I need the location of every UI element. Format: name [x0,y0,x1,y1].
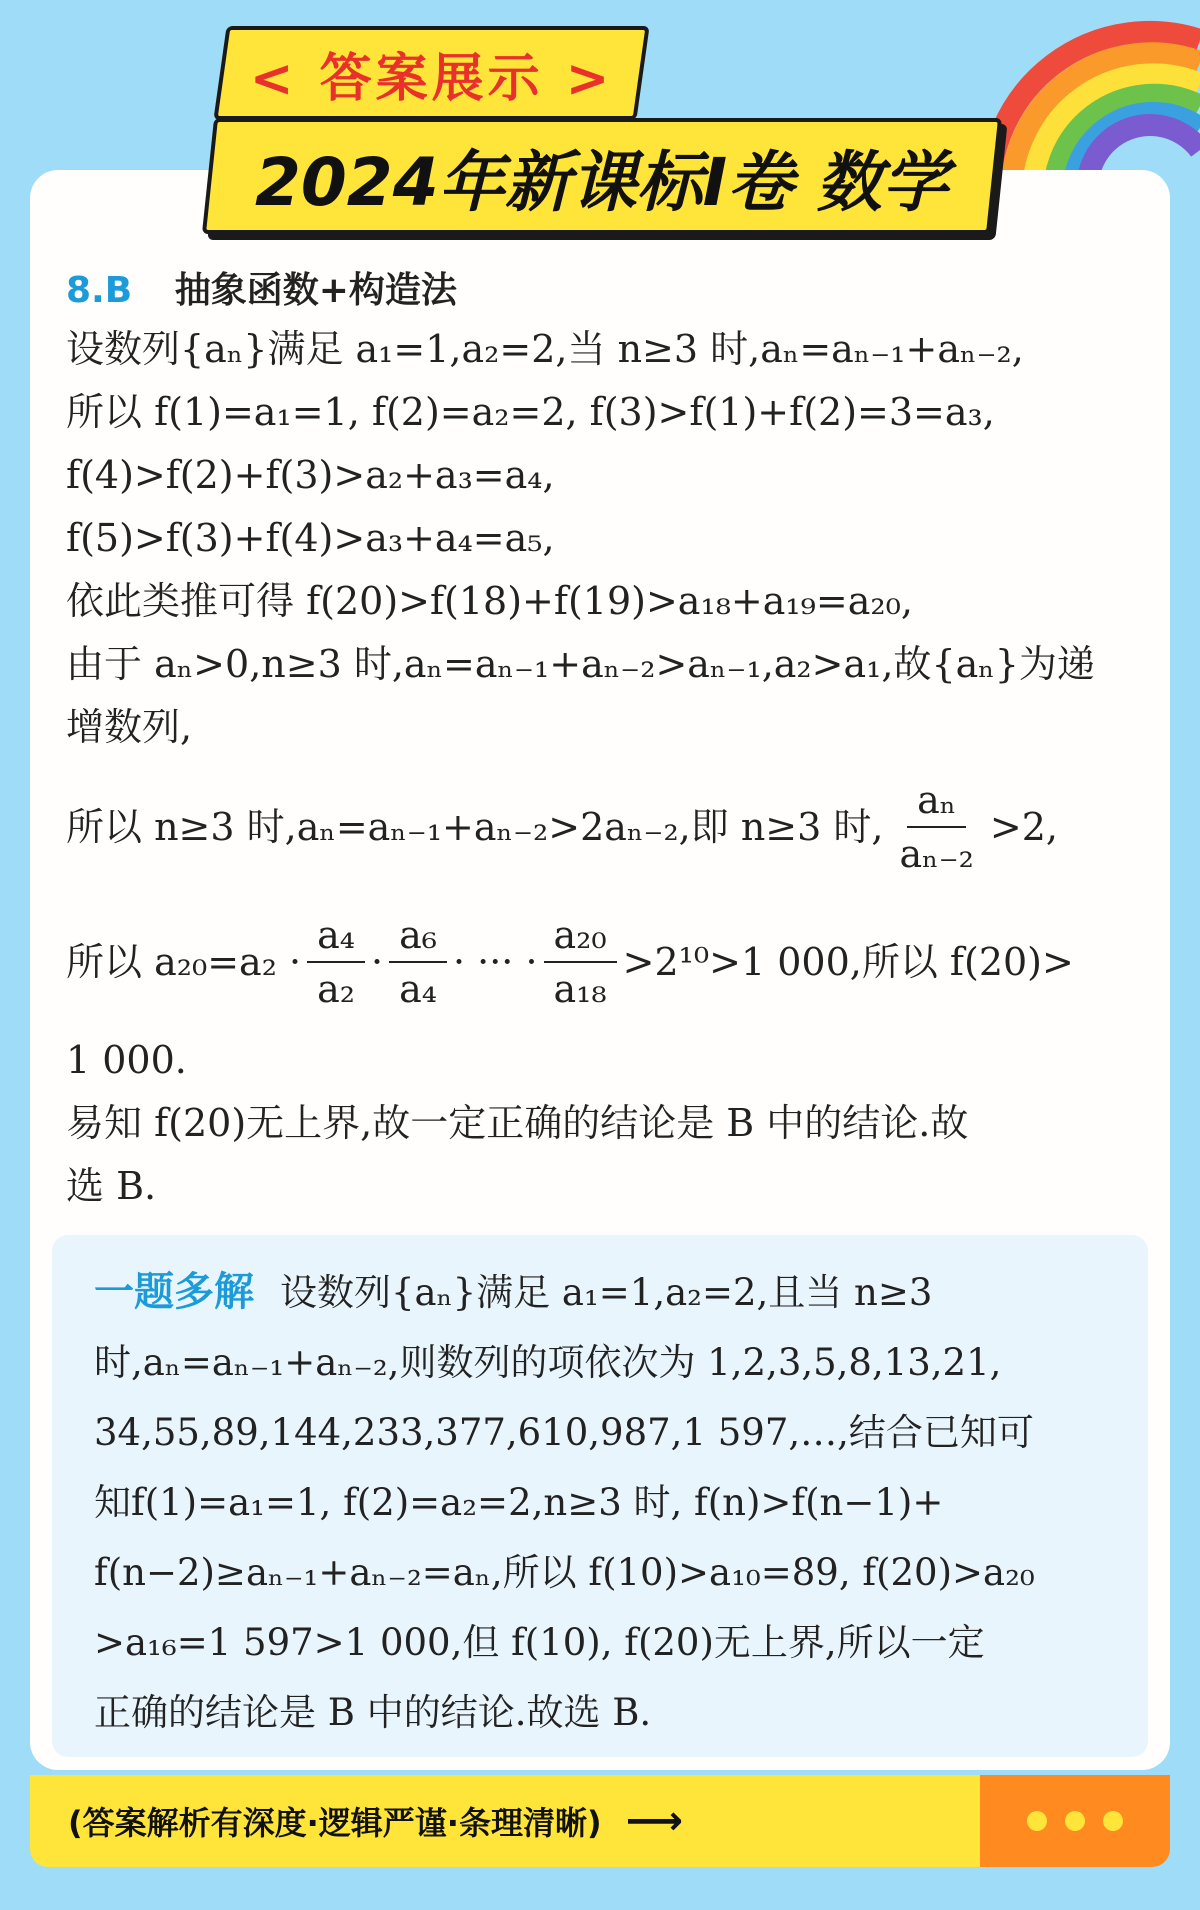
solution-line: 易知 f(20)无上界,故一定正确的结论是 B 中的结论.故 [66,1101,969,1145]
fraction-denominator: a₄ [399,966,437,1011]
fraction [389,909,447,1015]
fraction-numerator: a₄ [307,909,365,963]
fraction-numerator: a₂₀ [544,909,617,963]
solution-line: 所以 f(1)=a₁=1, f(2)=a₂=2, f(3)>f(1)+f(2)=3=a₃, [66,390,995,434]
solution-line: 选 B. [66,1164,157,1208]
fraction-denominator: aₙ₋₂ [899,831,974,876]
dot-icon [1027,1811,1047,1831]
fraction-line-prefix: 所以 n≥3 时,aₙ=aₙ₋₁+aₙ₋₂>2aₙ₋₂,即 n≥3 时, [66,804,884,849]
fraction-denominator: a₁₈ [553,966,607,1011]
fraction-numerator: aₙ [907,774,966,828]
fraction-line-suffix: >2, [989,804,1058,849]
solution-line: f(4)>f(2)+f(3)>a₂+a₃=a₄, [66,453,555,497]
fraction-line-prefix: 所以 a₂₀=a₂ · [66,939,302,984]
multiply-dot: · [370,939,384,984]
question-number: 8.B [66,270,133,311]
alternative-line: 34,55,89,144,233,377,610,987,1 597,…,结合已知可 [94,1411,1034,1454]
banner-answer-display [213,26,649,120]
exam-title: 2024年新课标I卷 数学 [255,143,949,221]
banner-exam-title [202,118,1002,234]
footer-bar [30,1775,980,1867]
solution-line: 设数列{aₙ}满足 a₁=1,a₂=2,当 n≥3 时,aₙ=aₙ₋₁+aₙ₋₂, [66,327,1024,371]
arrow-right-icon: ⟶ [625,1798,683,1844]
alternative-title: 一题多解 [94,1269,254,1315]
alternative-intro: 设数列{aₙ}满足 a₁=1,a₂=2,且当 n≥3 [280,1271,933,1314]
solution-content [66,262,1146,1218]
fraction-numerator: a₆ [389,909,447,963]
fraction [889,774,983,880]
solution-line: 增数列, [66,705,193,749]
solution-line: 由于 aₙ>0,n≥3 时,aₙ=aₙ₋₁+aₙ₋₂>aₙ₋₁,a₂>a₁,故{aₙ}为递 [66,642,1095,686]
alternative-first-line [94,1257,1124,1328]
solution-line: 依此类推可得 f(20)>f(18)+f(19)>a₁₈+a₁₉=a₂₀, [66,579,913,623]
fraction [307,909,365,1015]
question-heading [66,262,1146,312]
alternative-line: >a₁₆=1 597>1 000,但 f(10), f(20)无上界,所以一定 [94,1621,985,1664]
alternative-line: 时,aₙ=aₙ₋₁+aₙ₋₂,则数列的项依次为 1,2,3,5,8,13,21, [94,1341,1002,1384]
alternative-line: f(n−2)≥aₙ₋₁+aₙ₋₂=aₙ,所以 f(10)>a₁₀=89, f(20)>a₂₀ [94,1551,1035,1594]
fraction-line-suffix: >2¹⁰>1 000,所以 f(20)> [622,939,1074,984]
banner-top-text: < 答案展示 > [249,48,614,109]
ellipsis-dots: · ··· · [452,939,538,984]
alternative-solution-box [52,1235,1148,1757]
solution-line: f(5)>f(3)+f(4)>a₃+a₄=a₅, [66,516,555,560]
alternative-line: 正确的结论是 B 中的结论.故选 B. [94,1691,652,1734]
dot-icon [1065,1811,1085,1831]
alternative-line: 知f(1)=a₁=1, f(2)=a₂=2,n≥3 时, f(n)>f(n−1)+ [94,1481,944,1524]
more-dots-icon [980,1775,1170,1867]
footer-text: (答案解析有深度·逻辑严谨·条理清晰) [68,1804,602,1842]
fraction-denominator: a₂ [317,966,355,1011]
dot-icon [1103,1811,1123,1831]
solution-line: 1 000. [66,1038,187,1082]
fraction [544,909,617,1015]
solution-fraction-line-2 [66,894,1146,1029]
question-method: 抽象函数+构造法 [174,270,457,311]
solution-fraction-line-1 [66,759,1146,894]
